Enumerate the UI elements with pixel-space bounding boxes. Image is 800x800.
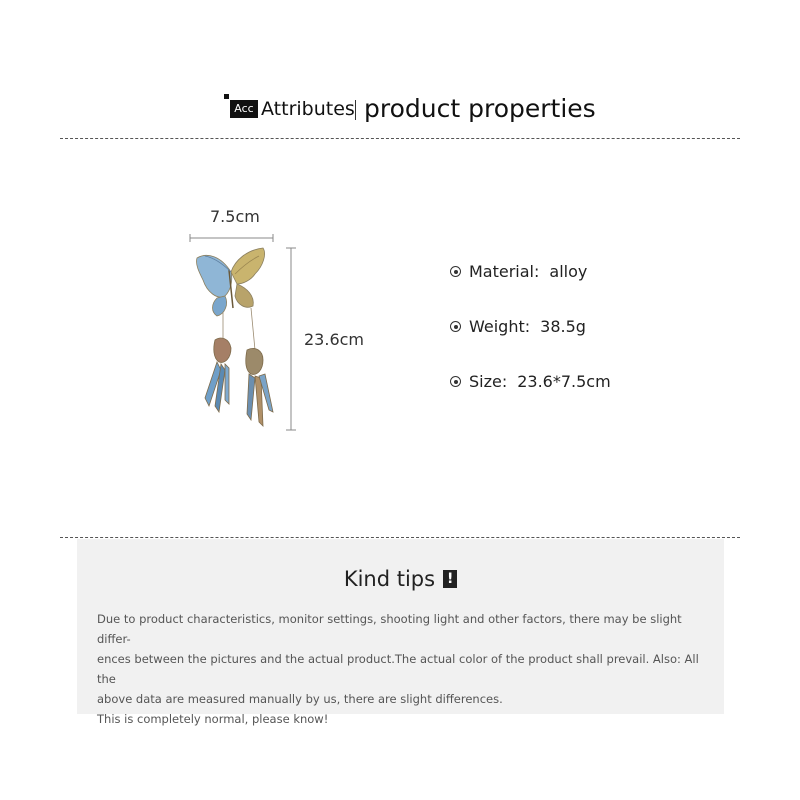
tips-body: [97, 609, 709, 729]
height-dimension-line: [286, 248, 296, 430]
property-value: 38.5g: [540, 317, 586, 336]
kind-tips-panel: [77, 539, 724, 726]
property-value: 23.6*7.5cm: [517, 372, 611, 391]
tips-title: Kind tips: [343, 567, 436, 591]
tips-line: This is completely normal, please know!: [97, 712, 329, 726]
section-header: [0, 94, 800, 130]
tassel-right: [246, 308, 273, 426]
property-material: [450, 262, 587, 281]
tassel-left: [205, 312, 231, 412]
property-colon: :: [524, 317, 531, 336]
tips-line: Due to product characteristics, monitor settings, shooting light and other factors, there may be slight differ-: [97, 612, 682, 646]
width-dimension-label: 7.5cm: [210, 207, 260, 226]
property-key: Material: [469, 262, 534, 281]
bullet-icon: [450, 376, 461, 387]
tips-header: [77, 567, 724, 591]
property-colon: :: [501, 372, 508, 391]
property-size: [450, 372, 611, 391]
butterfly-hairclip: [196, 248, 264, 316]
acc-badge: Acc: [230, 100, 258, 118]
header-dot: [224, 94, 229, 99]
bottom-dashed-divider: [60, 537, 740, 538]
bullet-icon: [450, 266, 461, 277]
exclamation-icon: !: [443, 570, 457, 588]
product-image: [185, 200, 385, 440]
top-dashed-divider: [60, 138, 740, 139]
page-title: product properties: [364, 94, 596, 123]
property-key: Size: [469, 372, 502, 391]
property-value: alloy: [549, 262, 588, 281]
tips-line: ences between the pictures and the actual product.The actual color of the product shall prevail. Also: All the: [97, 652, 699, 686]
property-weight: [450, 317, 586, 336]
tips-line: above data are measured manually by us, there are slight differences.: [97, 692, 503, 706]
bullet-icon: [450, 321, 461, 332]
header-subtitle: Attributes: [261, 98, 355, 120]
property-colon: :: [534, 262, 540, 281]
property-key: Weight: [469, 317, 525, 336]
header-separator: [355, 100, 356, 120]
height-dimension-label: 23.6cm: [304, 330, 365, 349]
width-dimension-line: [190, 234, 273, 242]
